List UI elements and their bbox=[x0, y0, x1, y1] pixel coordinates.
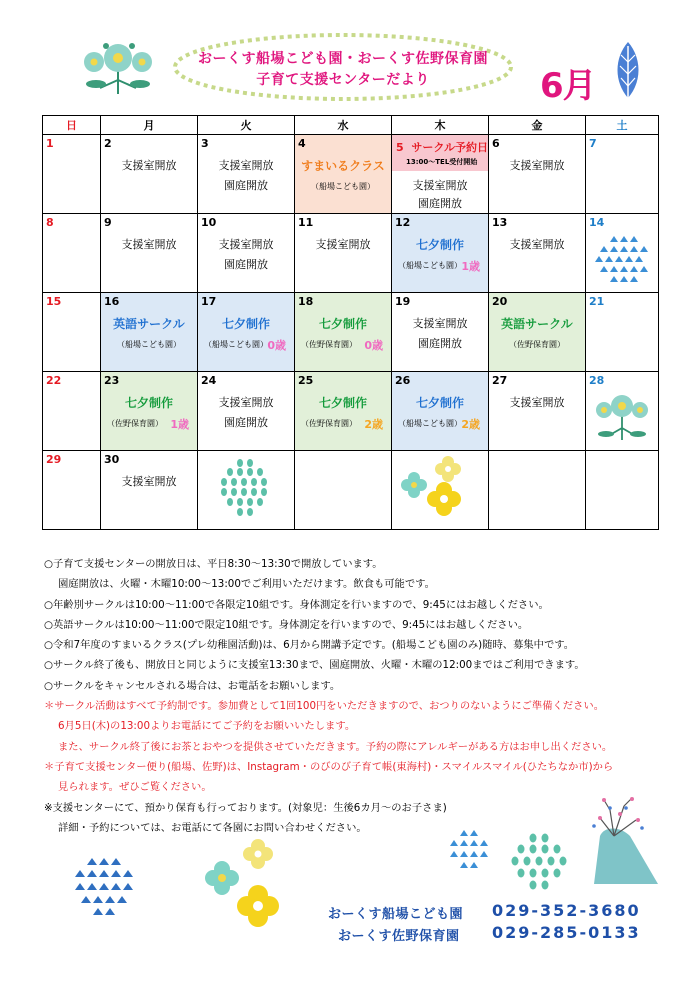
day-cell bbox=[586, 293, 659, 372]
day-number: 16 bbox=[104, 295, 120, 308]
contact-phone-sano[interactable]: 029-285-0133 bbox=[492, 923, 641, 942]
weekday-mon: 月 bbox=[101, 116, 198, 135]
day-cell bbox=[43, 293, 101, 372]
event-open: 支援室開放 bbox=[121, 159, 177, 172]
event-open: 支援室開放 bbox=[218, 159, 274, 172]
dotted-circle-icon bbox=[216, 457, 276, 519]
day-number: 29 bbox=[46, 453, 62, 466]
day-number: 15 bbox=[46, 295, 62, 308]
day-number: 4 bbox=[298, 137, 306, 150]
day-number: 1 bbox=[46, 137, 54, 150]
note-line: ○年齢別サークルは10:00～11:00で各限定10組です。身体測定を行いますので、9:45にはお越しください。 bbox=[44, 598, 549, 611]
event-open: 支援室開放 bbox=[509, 159, 565, 172]
day-number: 6 bbox=[492, 137, 500, 150]
note-line: ○サークル終了後も、開放日と同じように支援室13:30まで、園庭開放、火曜・木曜の12:00まではご利用できます。 bbox=[44, 659, 585, 672]
event-open: 支援室開放 bbox=[412, 179, 468, 192]
event-place: （佐野保育園） bbox=[301, 419, 357, 428]
day-number: 2 bbox=[104, 137, 112, 150]
day-cell bbox=[295, 451, 392, 530]
day-number: 28 bbox=[589, 374, 605, 387]
reservation-note: 13:00～TEL受付開始 bbox=[406, 158, 478, 166]
day-cell bbox=[489, 451, 586, 530]
day-cell bbox=[489, 135, 586, 214]
note-line-important: ＊サークル活動はすべて予約制です。参加費として1回100円をいただきますので、おつりのないようにご準備ください。 bbox=[44, 700, 604, 713]
day-number: 14 bbox=[589, 216, 605, 229]
event-place: （船場こども園） bbox=[117, 340, 181, 349]
day-number: 9 bbox=[104, 216, 112, 229]
weekday-fri: 金 bbox=[489, 116, 586, 135]
tree-vase-icon bbox=[580, 796, 660, 888]
event-open: 支援室開放 bbox=[121, 475, 177, 488]
day-number: 24 bbox=[201, 374, 217, 387]
age-badge: 0歳 bbox=[364, 339, 383, 352]
day-number: 11 bbox=[298, 216, 314, 229]
week-row bbox=[43, 293, 659, 372]
note-line: ○子育て支援センターの開放日は、平日8:30～13:30で開放しています。 bbox=[44, 558, 383, 570]
day-cell bbox=[586, 214, 659, 293]
event-garden: 園庭開放 bbox=[224, 258, 268, 271]
flower-bouquet-icon bbox=[592, 388, 652, 444]
event-tanabata: 七夕制作 bbox=[124, 396, 173, 410]
day-number: 22 bbox=[46, 374, 62, 387]
day-number: 7 bbox=[589, 137, 597, 150]
day-cell bbox=[101, 451, 198, 530]
day-number: 21 bbox=[589, 295, 605, 308]
weekday-sun: 日 bbox=[43, 116, 101, 135]
day-cell bbox=[101, 372, 198, 451]
event-tanabata: 七夕制作 bbox=[415, 396, 464, 410]
weekday-wed: 水 bbox=[295, 116, 392, 135]
day-cell bbox=[489, 372, 586, 451]
flowers-icon bbox=[200, 826, 280, 936]
flower-bouquet-icon bbox=[76, 36, 160, 96]
day-cell bbox=[392, 372, 489, 451]
day-cell bbox=[295, 372, 392, 451]
note-line-important: 見られます。ぜひご覧ください。 bbox=[58, 781, 212, 794]
day-cell bbox=[101, 214, 198, 293]
day-cell bbox=[198, 372, 295, 451]
event-garden: 園庭開放 bbox=[418, 337, 462, 350]
day-cell bbox=[295, 214, 392, 293]
event-sumairu-class: すまいるクラス bbox=[301, 159, 385, 173]
note-line: ※支援センターにて、預かり保育も行っております。(対象児：生後6カ月～のお子さま) bbox=[44, 801, 447, 814]
day-cell bbox=[392, 135, 489, 214]
day-cell bbox=[392, 451, 489, 530]
event-english-circle: 英語サークル bbox=[501, 317, 573, 331]
note-line: 詳細・予約については、お電話にて各園にお問い合わせください。 bbox=[58, 821, 367, 834]
reservation-title: サークル予約日 bbox=[411, 141, 488, 154]
contact-name-senba: おーくす船場こども園 bbox=[328, 907, 464, 922]
day-cell bbox=[295, 293, 392, 372]
note-line: ○サークルをキャンセルされる場合は、お電話をお願いします。 bbox=[44, 679, 341, 692]
event-tanabata: 七夕制作 bbox=[318, 317, 367, 331]
day-cell bbox=[198, 214, 295, 293]
event-open: 支援室開放 bbox=[218, 396, 274, 409]
day-cell bbox=[489, 293, 586, 372]
event-place: （佐野保育園） bbox=[509, 340, 565, 349]
day-number: 12 bbox=[395, 216, 411, 229]
calendar-table bbox=[42, 115, 659, 530]
day-number: 5 bbox=[396, 141, 404, 154]
day-number: 3 bbox=[201, 137, 209, 150]
event-place: （船場こども園） bbox=[311, 182, 375, 191]
day-cell bbox=[198, 135, 295, 214]
event-open: 支援室開放 bbox=[218, 238, 274, 251]
event-place: （船場こども園） bbox=[204, 340, 268, 349]
age-badge: 2歳 bbox=[461, 418, 480, 431]
day-number: 10 bbox=[201, 216, 217, 229]
day-number: 8 bbox=[46, 216, 54, 229]
day-number: 19 bbox=[395, 295, 411, 308]
triangle-dot-circle-icon bbox=[70, 852, 134, 920]
day-cell bbox=[586, 135, 659, 214]
weekday-tue: 火 bbox=[198, 116, 295, 135]
weekday-sat: 土 bbox=[586, 116, 659, 135]
event-place: （船場こども園） bbox=[398, 419, 462, 428]
event-open: 支援室開放 bbox=[509, 396, 565, 409]
day-number: 26 bbox=[395, 374, 411, 387]
triangle-dot-circle-icon bbox=[446, 826, 492, 876]
week-row bbox=[43, 214, 659, 293]
day-number: 23 bbox=[104, 374, 120, 387]
day-cell bbox=[43, 135, 101, 214]
day-cell bbox=[101, 293, 198, 372]
day-number: 30 bbox=[104, 453, 120, 466]
leaf-icon bbox=[612, 40, 644, 102]
age-badge: 1歳 bbox=[170, 418, 189, 431]
event-garden: 園庭開放 bbox=[418, 197, 462, 210]
notes-section bbox=[44, 554, 664, 838]
contact-phone-senba[interactable]: 029-352-3680 bbox=[492, 901, 641, 920]
event-place: （船場こども園） bbox=[398, 261, 462, 270]
event-open: 支援室開放 bbox=[509, 238, 565, 251]
age-badge: 0歳 bbox=[267, 339, 286, 352]
note-line-important: また、サークル終了後にお茶とおやつを提供させていただきます。予約の際にアレルギーがある方はお申し出ください。 bbox=[58, 740, 613, 753]
flowers-icon bbox=[398, 455, 468, 519]
day-number: 25 bbox=[298, 374, 314, 387]
day-number: 20 bbox=[492, 295, 508, 308]
age-badge: 2歳 bbox=[364, 418, 383, 431]
event-garden: 園庭開放 bbox=[224, 179, 268, 192]
weekday-header-row bbox=[43, 116, 659, 135]
event-place: （佐野保育園） bbox=[107, 419, 163, 428]
day-cell bbox=[198, 451, 295, 530]
day-cell bbox=[101, 135, 198, 214]
event-open: 支援室開放 bbox=[121, 238, 177, 251]
day-number: 13 bbox=[492, 216, 508, 229]
day-cell bbox=[295, 135, 392, 214]
week-row bbox=[43, 451, 659, 530]
triangle-dot-circle-icon bbox=[592, 232, 652, 286]
month-title: 6月 bbox=[540, 66, 596, 106]
event-tanabata: 七夕制作 bbox=[221, 317, 270, 331]
day-cell bbox=[392, 214, 489, 293]
event-tanabata: 七夕制作 bbox=[318, 396, 367, 410]
day-number: 18 bbox=[298, 295, 314, 308]
note-line-important: ＊子育て支援センター便り(船場、佐野)は、Instagram・のびのび子育て帳(東海村)・スマイルスマイル(ひたちなか市)から bbox=[44, 760, 614, 773]
note-line: ○令和7年度のすまいるクラス(プレ幼稚園活動)は、6月から開講予定です。(船場こども園のみ)随時、募集中です。 bbox=[44, 639, 575, 652]
day-cell bbox=[43, 451, 101, 530]
week-row bbox=[43, 372, 659, 451]
day-cell bbox=[586, 451, 659, 530]
contact-name-sano: おーくす佐野保育園 bbox=[338, 929, 460, 944]
day-cell bbox=[392, 293, 489, 372]
dotted-circle-icon bbox=[508, 832, 570, 898]
day-cell bbox=[43, 372, 101, 451]
day-number: 27 bbox=[492, 374, 508, 387]
event-place: （佐野保育園） bbox=[301, 340, 357, 349]
day-cell bbox=[43, 214, 101, 293]
weekday-thu: 木 bbox=[392, 116, 489, 135]
note-line: 園庭開放は、火曜・木曜10:00～13:00でご利用いただけます。飲食も可能です。 bbox=[58, 578, 435, 591]
title-line-2: 子育て支援センターだより bbox=[256, 72, 430, 88]
title-line-1: おーくす船場こども園・おーくす佐野保育園 bbox=[198, 51, 488, 67]
event-garden: 園庭開放 bbox=[224, 416, 268, 429]
event-open: 支援室開放 bbox=[315, 238, 371, 251]
event-open: 支援室開放 bbox=[412, 317, 468, 330]
day-cell bbox=[198, 293, 295, 372]
day-number: 17 bbox=[201, 295, 217, 308]
note-line-important: 6月5日(木)の13:00よりお電話にてご予約をお願いいたします。 bbox=[58, 720, 356, 733]
week-row bbox=[43, 135, 659, 214]
note-line: ○英語サークルは10:00～11:00で限定10組です。身体測定を行いますので、9:45にはお越しください。 bbox=[44, 618, 529, 631]
day-cell bbox=[489, 214, 586, 293]
day-cell bbox=[586, 372, 659, 451]
age-badge: 1歳 bbox=[461, 260, 480, 273]
event-tanabata: 七夕制作 bbox=[415, 238, 464, 252]
reservation-banner bbox=[392, 135, 488, 171]
event-english-circle: 英語サークル bbox=[113, 317, 185, 331]
